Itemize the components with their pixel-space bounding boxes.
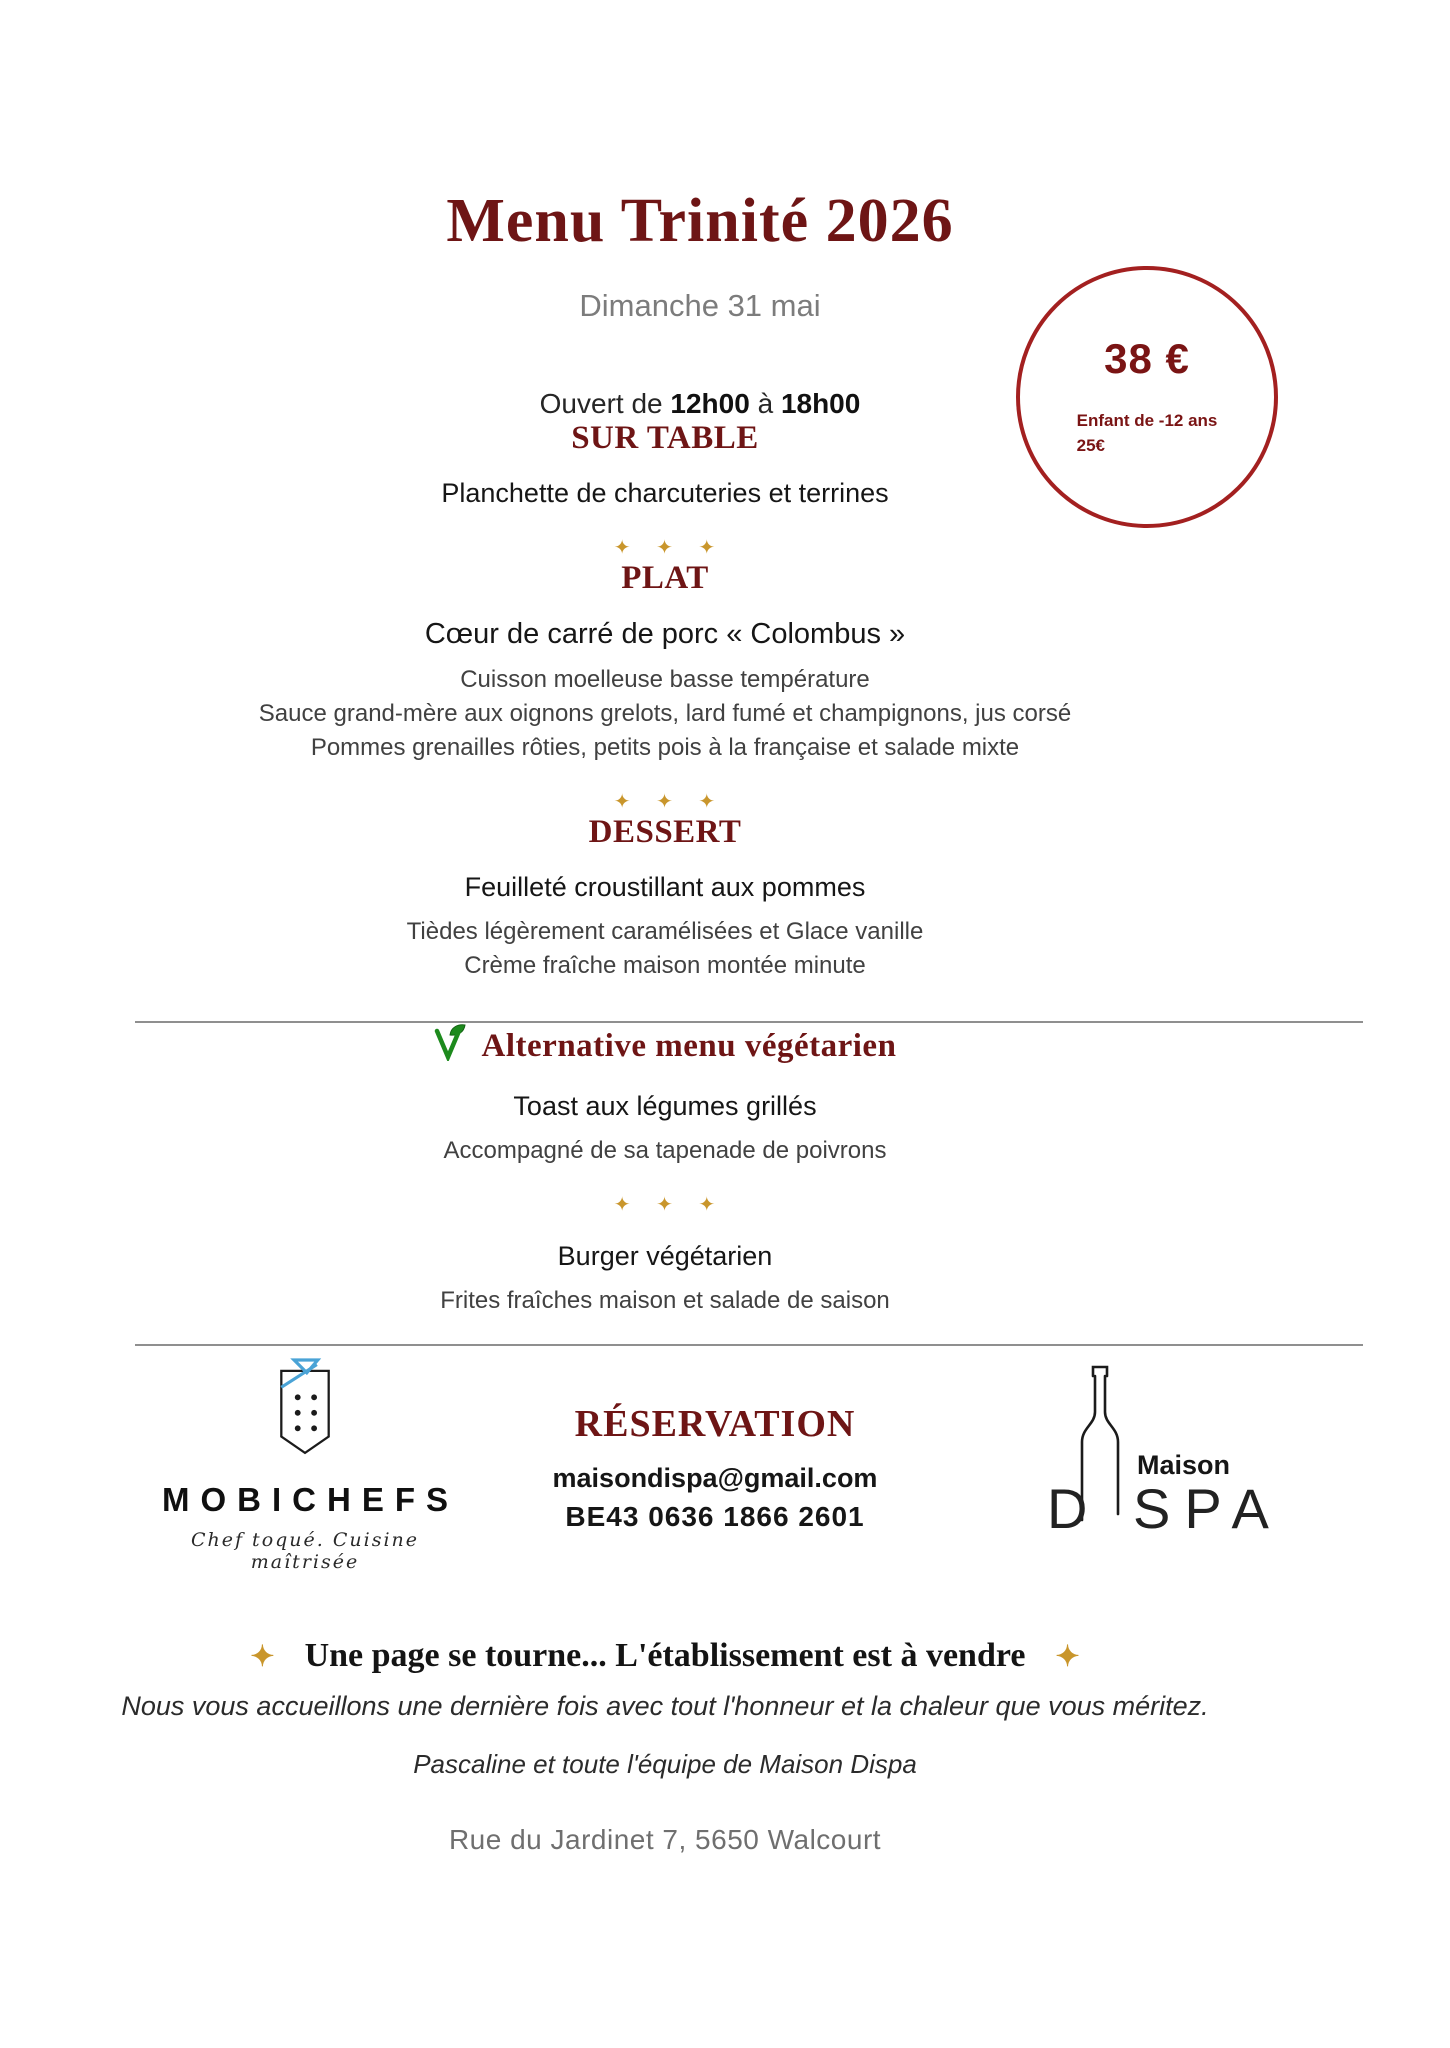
hours-prefix: Ouvert de bbox=[539, 388, 663, 419]
dish-detail: Pommes grenailles rôties, petits pois à la française et salade mixte bbox=[310, 734, 1020, 761]
dish-detail: Sauce grand-mère aux oignons grelots, lard fumé et champignons, jus corsé bbox=[258, 700, 1072, 727]
reservation-bank-account: BE43 0636 1866 2601 bbox=[565, 1501, 865, 1532]
maison-dispa-logo bbox=[1045, 1354, 1345, 1569]
dish-name: Cœur de carré de porc « Colombus » bbox=[424, 618, 906, 650]
menu-date: Dimanche 31 mai bbox=[579, 288, 821, 323]
diamond-separator-icon: ✦ ✦ ✦ bbox=[613, 791, 717, 813]
dish-name: Toast aux légumes grillés bbox=[513, 1091, 817, 1121]
dish-detail: Accompagné de sa tapenade de poivrons bbox=[443, 1137, 887, 1164]
child-price-value: 25€ bbox=[1076, 436, 1105, 455]
reservation-title: RÉSERVATION bbox=[574, 1403, 856, 1445]
mobichefs-tagline: Chef toqué. Cuisine maîtrisée bbox=[190, 1529, 420, 1573]
farewell-headline-text: Une page se tourne... L'établissement est à vendre bbox=[304, 1637, 1026, 1674]
diamond-icon: ✦ bbox=[250, 1640, 275, 1673]
opening-hours bbox=[150, 388, 1250, 420]
restaurant-address: Rue du Jardinet 7, 5650 Walcourt bbox=[448, 1824, 882, 1855]
dish-detail: Crème fraîche maison montée minute bbox=[464, 952, 866, 979]
page-title: Menu Trinité 2026 bbox=[446, 187, 954, 255]
hours-open: 12h00 bbox=[670, 388, 750, 419]
dish-name: Burger végétarien bbox=[557, 1241, 773, 1271]
section-title-dessert: DESSERT bbox=[588, 814, 742, 850]
diamond-separator-icon: ✦ ✦ ✦ bbox=[613, 537, 717, 559]
diamond-icon: ✦ bbox=[1055, 1640, 1080, 1673]
reservation-email: maisondispa@gmail.com bbox=[552, 1463, 878, 1493]
dispa-letters-spa: SPA bbox=[1133, 1477, 1283, 1540]
dish-detail: Tièdes légèrement caramélisées et Glace vanille bbox=[406, 918, 924, 945]
section-title-vegetarian bbox=[115, 1023, 1215, 1070]
diamond-separator-icon: ✦ ✦ ✦ bbox=[613, 1194, 717, 1216]
farewell-message: Nous vous accueillons une dernière fois avec tout l'honneur et la chaleur que vous méritez. bbox=[121, 1691, 1209, 1721]
section-title-plat: PLAT bbox=[621, 560, 709, 596]
chef-jacket-icon bbox=[264, 1453, 346, 1470]
mobichefs-logo bbox=[145, 1356, 465, 1573]
farewell-headline bbox=[115, 1637, 1215, 1675]
section-title-sur-table: SUR TABLE bbox=[571, 420, 759, 456]
hours-close: 18h00 bbox=[780, 388, 861, 419]
vegetarian-v-leaf-icon bbox=[434, 1023, 468, 1070]
vegetarian-title-label: Alternative menu végétarien bbox=[481, 1028, 897, 1064]
dispa-maison-label: Maison bbox=[1137, 1450, 1231, 1480]
mobichefs-wordmark: MOBICHEFS bbox=[162, 1481, 459, 1518]
hours-separator: à bbox=[757, 388, 774, 419]
adult-price: 38 € bbox=[1104, 335, 1190, 383]
farewell-signature: Pascaline et toute l'équipe de Maison Dispa bbox=[413, 1749, 917, 1779]
child-price-label: Enfant de -12 ans bbox=[1076, 411, 1218, 431]
dish-detail: Cuisson moelleuse basse température bbox=[460, 666, 870, 693]
dish-name: Planchette de charcuteries et terrines bbox=[441, 478, 889, 508]
dish-name: Feuilleté croustillant aux pommes bbox=[464, 872, 866, 902]
menu-header bbox=[150, 0, 1250, 420]
dish-detail: Frites fraîches maison et salade de saison bbox=[440, 1287, 890, 1314]
footer-row bbox=[115, 1354, 1283, 1579]
dispa-letter-d: D bbox=[1047, 1477, 1088, 1540]
horizontal-divider bbox=[135, 1344, 1363, 1346]
reservation-block bbox=[485, 1402, 945, 1533]
